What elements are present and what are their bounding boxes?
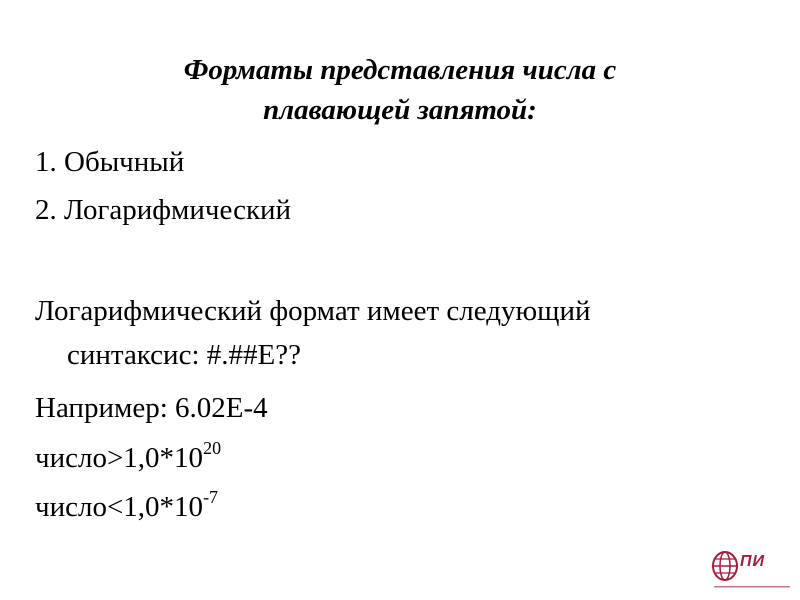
description-line-1: Логарифмический формат имеет следующий [35,295,591,327]
range-max-exponent: 20 [203,438,222,459]
list-item-ordinary: 1. Обычный [35,146,185,178]
institute-logo [710,547,790,595]
range-max-text [35,438,222,475]
logo-subtitle-strip [714,585,790,590]
range-min-base: число<1,0*10 [35,491,204,523]
example-text: Например: 6.02Е-4 [35,392,268,424]
list-item-logarithmic: 2. Логарифмический [35,194,292,226]
range-min-exponent: -7 [203,487,219,508]
slide-title-line-2: плавающей запятой: [263,94,537,126]
globe-icon [710,549,740,583]
range-min-text [35,487,219,524]
slide-title [70,50,730,130]
range-max-base: число>1,0*10 [35,442,204,474]
logo-subtitle-graphic [714,585,790,589]
description-line-2: синтаксис: #.##Е?? [67,339,301,371]
slide-title-line-1: Форматы представления числа с [183,54,617,86]
logo-text: ПИ [740,553,766,570]
